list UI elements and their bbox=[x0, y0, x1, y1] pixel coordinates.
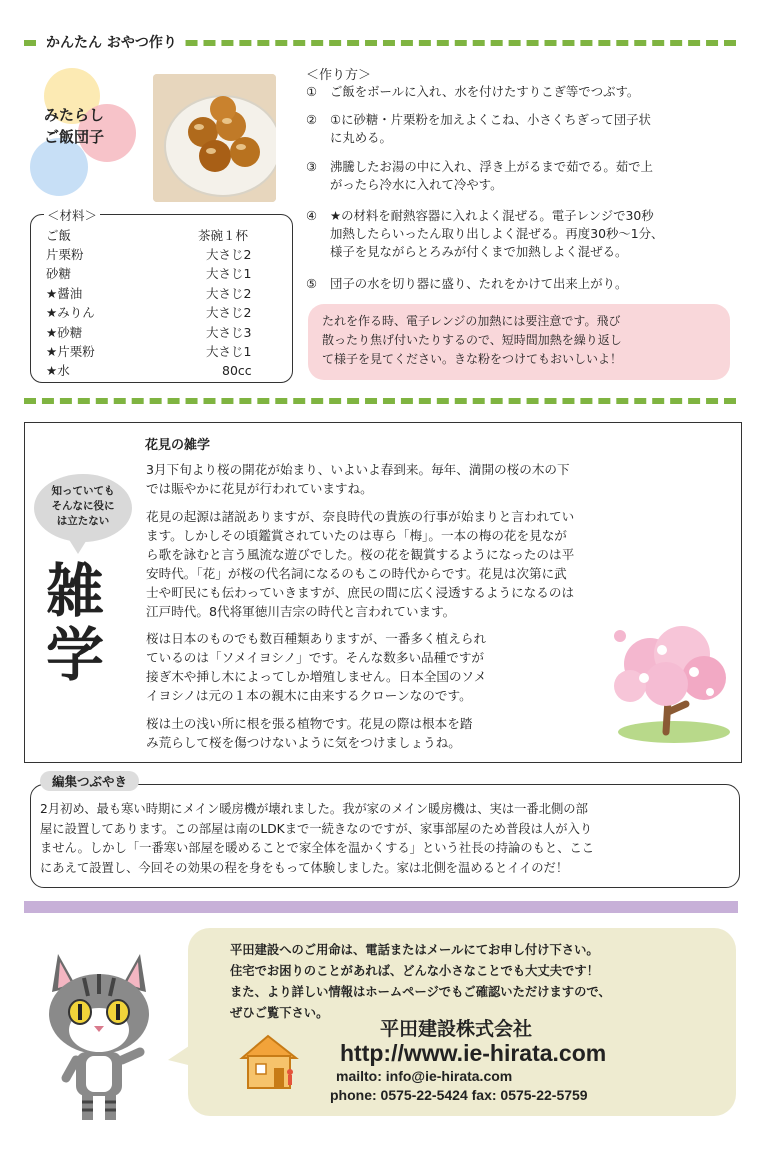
step-number: ② bbox=[306, 112, 318, 127]
trivia-paragraph-1 bbox=[146, 460, 736, 498]
method-step-5 bbox=[306, 275, 738, 293]
footer-divider bbox=[24, 901, 738, 913]
email-link[interactable]: mailto: info@ie-hirata.com bbox=[336, 1068, 513, 1084]
trivia-bubble bbox=[34, 474, 132, 542]
tip-note-line: て様子を見てください。きな粉をつけてもおいしいよ！ bbox=[322, 352, 623, 366]
method-step-2 bbox=[306, 111, 738, 147]
method-step-3 bbox=[306, 158, 738, 194]
murmur-line: 2月初め、最も寒い時期にメイン暖房機が壊れました。我が家のメイン暖房機は、実は一番北側の部 bbox=[40, 802, 588, 816]
step-text: 加熱したらいったん取り出しよく混ぜる。再度30秒～1分、 bbox=[330, 226, 664, 241]
ingredient-qty: 茶碗１杯 bbox=[198, 228, 249, 243]
editor-murmur-tag: 編集つぶやき bbox=[40, 771, 139, 791]
paragraph-line: ているのは「ソメイヨシノ」です。そんな数多い品種ですが bbox=[146, 650, 485, 665]
murmur-line: にあえて設置し、今回その効果の程を身をもって体験しました。家は北側を温めるとイイのだ！ bbox=[40, 860, 569, 875]
recipe-name-line2: ご飯団子 bbox=[44, 128, 105, 146]
trivia-big-kanji-1: 雑 bbox=[46, 557, 105, 625]
paragraph-line: では賑やかに花見が行われていますね。 bbox=[146, 481, 373, 496]
phone-fax-info: phone: 0575-22-5424 fax: 0575-22-5759 bbox=[330, 1087, 588, 1103]
paragraph-line: ます。しかしその頃鑑賞されていたのは専ら「梅」。一本の梅の花を見なが bbox=[146, 528, 567, 543]
trivia-title: 花見の雑学 bbox=[145, 438, 211, 453]
method-step-4 bbox=[306, 207, 738, 261]
step-text: 様子を見ながらとろみが付くまで加熱しよく混ぜる。 bbox=[330, 244, 628, 259]
trivia-paragraph-3 bbox=[146, 629, 616, 705]
paragraph-line: 桜は日本のものでも数百種類ありますが、一番多く植えられ bbox=[146, 631, 487, 646]
step-number: ④ bbox=[306, 208, 318, 223]
ingredient-name: 片栗粉 bbox=[46, 247, 84, 262]
section-divider bbox=[24, 398, 736, 404]
step-text: がったら冷水に入れて冷やす。 bbox=[330, 177, 503, 192]
paragraph-line: 安時代。「花」が桜の代名詞になるのもこの時代からです。花見は次第に武 bbox=[146, 566, 567, 581]
paragraph-line: 桜は土の浅い所に根を張る植物です。花見の際は根本を踏 bbox=[146, 716, 473, 731]
ingredient-name: ★みりん bbox=[46, 305, 95, 320]
dango-illustration bbox=[153, 74, 276, 202]
paragraph-line: み荒らして桜を傷つけないように気をつけましょうね。 bbox=[146, 735, 461, 750]
paragraph-line: 接ぎ木や挿し木によってしか増殖しません。日本全国のソメ bbox=[146, 669, 487, 684]
contact-line: 平田建設へのご用命は、電話またはメールにてお申し付け下さい。 bbox=[230, 943, 599, 957]
tip-note-line: 散ったり焦げ付いたりするので、短時間加熱を繰り返し bbox=[322, 333, 622, 347]
editor-murmur-text bbox=[40, 800, 736, 878]
ingredient-qty: 大さじ2 bbox=[206, 305, 252, 320]
contact-line: また、より詳しい情報はホームページでもご確認いただけますので、 bbox=[230, 985, 611, 999]
step-number: ① bbox=[306, 84, 318, 99]
trivia-paragraph-2 bbox=[146, 507, 736, 621]
paragraph-line: ら歌を詠むと言う風流な遊びでした。桜の花を観賞するようになったのは平 bbox=[146, 547, 575, 562]
ingredient-name: ★砂糖 bbox=[46, 325, 83, 340]
ingredient-name: 砂糖 bbox=[46, 266, 72, 281]
contact-line: ぜひご覧下さい。 bbox=[230, 1006, 329, 1020]
ingredient-name: ★醤油 bbox=[46, 286, 83, 301]
step-text: 沸騰したお湯の中に入れ、浮き上がるまで茹でる。茹で上 bbox=[330, 159, 653, 174]
ingredient-name: ★水 bbox=[46, 363, 70, 378]
ingredients-heading: ＜材料＞ bbox=[44, 206, 100, 224]
step-text: ご飯をボールに入れ、水を付けたすりこぎ等でつぶす。 bbox=[330, 84, 640, 99]
paragraph-line: 士や町民にも伝わっていきますが、庶民の間に広く浸透するようになるのは bbox=[146, 585, 575, 600]
bubble-line: 知っていても bbox=[51, 485, 115, 497]
murmur-line: ません。しかし「一番寒い部屋を暖めることで家全体を温かくする」という社長の持論のもと、ここ bbox=[40, 841, 595, 855]
bubble-line: そんなに役に bbox=[51, 500, 115, 512]
step-number: ⑤ bbox=[306, 276, 318, 291]
paragraph-line: 3月下旬より桜の開花が始まり、いよいよ春到来。毎年、満開の桜の木の下 bbox=[146, 462, 570, 477]
cherry-tree-icon bbox=[606, 620, 736, 750]
house-icon bbox=[238, 1032, 300, 1092]
website-link[interactable]: http://www.ie-hirata.com bbox=[340, 1040, 607, 1066]
paragraph-line: 江戸時代。8代将軍徳川吉宗の時代と言われています。 bbox=[146, 604, 456, 619]
trivia-big-kanji-2: 学 bbox=[46, 621, 105, 689]
ingredient-name: ご飯 bbox=[46, 228, 72, 243]
trivia-paragraph-4 bbox=[146, 714, 616, 752]
cat-mascot-icon bbox=[44, 944, 154, 1124]
method-heading: ＜作り方＞ bbox=[306, 68, 372, 83]
ingredient-qty: 大さじ1 bbox=[206, 266, 252, 281]
step-text: ★の材料を耐熱容器に入れよく混ぜる。電子レンジで30秒 bbox=[330, 208, 654, 223]
ingredient-qty: 大さじ2 bbox=[206, 247, 252, 262]
bubble-line: は立たない bbox=[56, 515, 110, 527]
bubble-tail bbox=[68, 538, 88, 556]
speech-tail bbox=[168, 1044, 192, 1066]
paragraph-line: 花見の起源は諸説ありますが、奈良時代の貴族の行事が始まりと言われてい bbox=[146, 509, 575, 524]
ingredient-name: ★片栗粉 bbox=[46, 344, 95, 359]
company-name: 平田建設株式会社 bbox=[380, 1018, 533, 1040]
step-text: ①に砂糖・片栗粉を加えよくこね、小さくちぎって団子状 bbox=[330, 112, 651, 127]
ingredient-qty: 80cc bbox=[222, 363, 252, 378]
tip-note-line: たれを作る時、電子レンジの加熱には要注意です。飛び bbox=[322, 314, 621, 328]
tip-note bbox=[308, 304, 730, 380]
ingredient-qty: 大さじ3 bbox=[206, 325, 252, 340]
murmur-line: 屋に設置してあります。この部屋は南のLDKまで一続きなのですが、家事部屋のため普段は人が入り bbox=[40, 821, 593, 836]
header-title: かんたん おやつ作り bbox=[40, 32, 183, 52]
dango-photo bbox=[153, 74, 276, 202]
recipe-name-line1: みたらし bbox=[44, 106, 105, 124]
step-text: に丸める。 bbox=[330, 130, 392, 145]
ingredient-qty: 大さじ2 bbox=[206, 286, 252, 301]
paragraph-line: イヨシノは元の１本の親木に由来するクローンなのです。 bbox=[146, 688, 472, 703]
ingredient-qty: 大さじ1 bbox=[206, 344, 252, 359]
step-text: 団子の水を切り器に盛り、たれをかけて出来上がり。 bbox=[330, 276, 628, 291]
method-step-1 bbox=[306, 83, 738, 101]
step-number: ③ bbox=[306, 159, 318, 174]
contact-line: 住宅でお困りのことがあれば、どんな小さなことでも大丈夫です！ bbox=[230, 964, 599, 978]
